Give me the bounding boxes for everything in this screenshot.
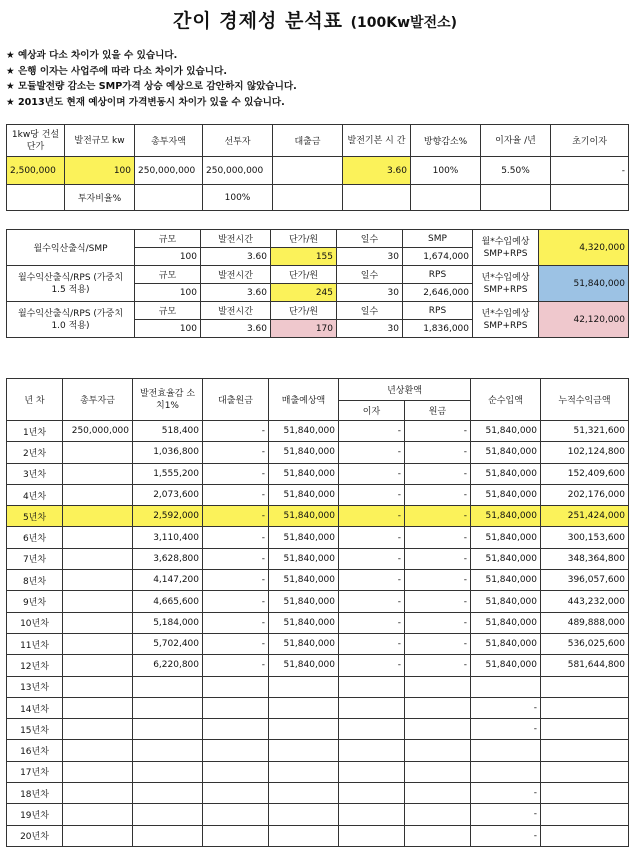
t1-v-unit-cost[interactable]: 2,500,000	[7, 157, 65, 185]
t3-cell-net: 51,840,000	[471, 612, 541, 633]
t3-cell-sales	[269, 783, 339, 804]
t3-cell-sales	[269, 740, 339, 761]
t3-cell-interest: -	[339, 506, 405, 527]
t3-cell-loan: -	[203, 506, 269, 527]
t3-cell-year: 20년차	[7, 825, 63, 846]
t3-cell-loan: -	[203, 570, 269, 591]
t3-cell-invest	[63, 527, 133, 548]
t2-b2-v-rps: 2,646,000	[403, 284, 473, 302]
t3-cell-year: 8년차	[7, 570, 63, 591]
t3-cell-invest	[63, 761, 133, 782]
t3-cell-sales: 51,840,000	[269, 570, 339, 591]
t2-b2-result-label: 년*수입예상 SMP+RPS	[473, 266, 539, 302]
t2-b1-h-smp: SMP	[403, 230, 473, 248]
t3-cell-sales: 51,840,000	[269, 527, 339, 548]
t3-cell-cum	[541, 825, 629, 846]
t3-cell-year: 4년차	[7, 484, 63, 505]
t2-b2-v-days: 30	[337, 284, 403, 302]
t3-cell-sales	[269, 697, 339, 718]
t3-cell-net: 51,840,000	[471, 421, 541, 442]
t3-cell-invest	[63, 825, 133, 846]
t1-empty	[273, 185, 343, 211]
table-row	[7, 527, 629, 548]
t3-cell-cum	[541, 676, 629, 697]
t3-cell-sales: 51,840,000	[269, 633, 339, 654]
note-item: ★ 2013년도 현재 예상이며 가격변동시 차이가 있을 수 있습니다.	[6, 96, 285, 108]
t2-b1-v-days: 30	[337, 248, 403, 266]
t3-cell-interest: -	[339, 633, 405, 654]
t3-cell-principal: -	[405, 463, 471, 484]
t3-cell-eff: 3,110,400	[133, 527, 203, 548]
t3-cell-eff: 5,702,400	[133, 633, 203, 654]
t2-b2-h-rps: RPS	[403, 266, 473, 284]
t3-cell-year: 9년차	[7, 591, 63, 612]
t3-cell-net: -	[471, 783, 541, 804]
t3-cell-net	[471, 740, 541, 761]
t3-cell-eff: 4,147,200	[133, 570, 203, 591]
t3-cell-invest	[63, 676, 133, 697]
t2-b1-h-price: 단가/원	[271, 230, 337, 248]
table-row	[7, 484, 629, 505]
t2-b1-v-price[interactable]: 155	[271, 248, 337, 266]
t3-cell-sales: 51,840,000	[269, 612, 339, 633]
t3-cell-loan: -	[203, 591, 269, 612]
t3-cell-year: 19년차	[7, 804, 63, 825]
table-row	[7, 548, 629, 569]
t2-b3-v-scale: 100	[135, 320, 201, 338]
page-title	[0, 6, 630, 33]
t1-v-initial-interest: -	[551, 157, 629, 185]
t1-h-base-hours: 발전기본 시 간	[343, 125, 411, 157]
t3-cell-cum: 300,153,600	[541, 527, 629, 548]
table-row	[7, 825, 629, 846]
t3-cell-interest: -	[339, 591, 405, 612]
t3-cell-interest: -	[339, 612, 405, 633]
t3-cell-loan	[203, 719, 269, 740]
t3-cell-eff: 518,400	[133, 421, 203, 442]
t3-cell-loan	[203, 825, 269, 846]
t3-cell-year: 3년차	[7, 463, 63, 484]
t3-cell-invest	[63, 655, 133, 676]
t1-v-base-hours[interactable]: 3.60	[343, 157, 411, 185]
t2-b2-result: 51,840,000	[539, 266, 629, 302]
t3-cell-interest	[339, 761, 405, 782]
t3-cell-principal: -	[405, 442, 471, 463]
t2-b3-v-rps: 1,836,000	[403, 320, 473, 338]
t1-v-capacity[interactable]: 100	[65, 157, 135, 185]
t3-cell-year: 11년차	[7, 633, 63, 654]
t1-h-capacity: 발전규모 kw	[65, 125, 135, 157]
t3-cell-year: 15년차	[7, 719, 63, 740]
t1-empty	[551, 185, 629, 211]
t3-cell-sales	[269, 676, 339, 697]
t3-cell-principal	[405, 740, 471, 761]
t3-cell-cum	[541, 804, 629, 825]
t3-cell-year: 6년차	[7, 527, 63, 548]
t1-h-direction: 방향감소%	[411, 125, 481, 157]
t3-cell-interest	[339, 804, 405, 825]
t3-h-year: 년 차	[7, 379, 63, 421]
t3-cell-principal: -	[405, 591, 471, 612]
t3-cell-invest	[63, 570, 133, 591]
t2-b1-h-hours: 발전시간	[201, 230, 271, 248]
t3-cell-cum: 536,025,600	[541, 633, 629, 654]
t3-cell-principal: -	[405, 612, 471, 633]
t3-cell-year: 7년차	[7, 548, 63, 569]
t3-cell-interest	[339, 740, 405, 761]
t3-cell-invest	[63, 506, 133, 527]
table-row	[7, 804, 629, 825]
t1-empty	[411, 185, 481, 211]
table-row	[7, 591, 629, 612]
t3-cell-year: 17년차	[7, 761, 63, 782]
notes-list	[6, 48, 626, 110]
t2-b2-h-hours: 발전시간	[201, 266, 271, 284]
t3-cell-year: 16년차	[7, 740, 63, 761]
table-row	[7, 655, 629, 676]
t1-empty	[343, 185, 411, 211]
t2-b2-header-row	[7, 266, 629, 284]
t1-ratio-row	[7, 185, 629, 211]
table-row	[7, 421, 629, 442]
t2-b3-h-scale: 규모	[135, 302, 201, 320]
t3-cell-eff	[133, 825, 203, 846]
t3-cell-principal: -	[405, 655, 471, 676]
t3-cell-cum: 51,321,600	[541, 421, 629, 442]
t3-cell-eff	[133, 761, 203, 782]
t3-cell-cum	[541, 783, 629, 804]
note-item: ★ 모듈발전량 감소는 SMP가격 상승 예상으로 감안하지 않았습니다.	[6, 81, 297, 92]
t3-cell-cum: 152,409,600	[541, 463, 629, 484]
t3-cell-principal	[405, 804, 471, 825]
t3-cell-principal: -	[405, 548, 471, 569]
t3-cell-sales	[269, 825, 339, 846]
t2-b1-v-hours: 3.60	[201, 248, 271, 266]
t2-b2-h-price: 단가/원	[271, 266, 337, 284]
t2-b1-v-scale: 100	[135, 248, 201, 266]
t3-cell-invest	[63, 591, 133, 612]
table-row	[7, 570, 629, 591]
t1-ratio-value: 100%	[203, 185, 273, 211]
t3-cell-principal	[405, 825, 471, 846]
t3-cell-interest: -	[339, 484, 405, 505]
t2-b1-result-label: 월*수입예상 SMP+RPS	[473, 230, 539, 266]
t2-b1-h-scale: 규모	[135, 230, 201, 248]
t3-cell-loan: -	[203, 463, 269, 484]
t3-cell-principal: -	[405, 506, 471, 527]
t3-cell-principal: -	[405, 484, 471, 505]
t3-cell-invest	[63, 697, 133, 718]
t3-cell-loan	[203, 740, 269, 761]
t1-v-total-invest: 250,000,000	[135, 157, 203, 185]
t3-cell-interest	[339, 825, 405, 846]
t3-cell-net	[471, 676, 541, 697]
t3-cell-loan: -	[203, 633, 269, 654]
t3-cell-principal: -	[405, 527, 471, 548]
t3-cell-interest: -	[339, 570, 405, 591]
t1-v-direction: 100%	[411, 157, 481, 185]
t3-cell-invest	[63, 719, 133, 740]
t3-cell-interest: -	[339, 442, 405, 463]
t3-h-sales: 매출예상액	[269, 379, 339, 421]
t3-cell-loan: -	[203, 655, 269, 676]
t3-cell-cum: 202,176,000	[541, 484, 629, 505]
t1-h-initial-interest: 초기이자	[551, 125, 629, 157]
t3-cell-principal	[405, 697, 471, 718]
t3-cell-interest: -	[339, 655, 405, 676]
t1-h-unit-cost: 1kw당 건설단가	[7, 125, 65, 157]
t3-cell-eff: 1,555,200	[133, 463, 203, 484]
t3-cell-principal: -	[405, 633, 471, 654]
t1-v-rate: 5.50%	[481, 157, 551, 185]
t2-b2-v-hours: 3.60	[201, 284, 271, 302]
t3-cell-principal: -	[405, 570, 471, 591]
t3-cell-eff: 2,073,600	[133, 484, 203, 505]
t3-cell-eff	[133, 676, 203, 697]
t3-cell-eff	[133, 719, 203, 740]
t1-header-row	[7, 125, 629, 157]
t3-cell-interest	[339, 719, 405, 740]
t3-cell-net: 51,840,000	[471, 442, 541, 463]
t3-h-loan: 대출원금	[203, 379, 269, 421]
table-row	[7, 612, 629, 633]
t3-cell-cum	[541, 697, 629, 718]
t3-h-invest: 총투자금	[63, 379, 133, 421]
t3-cell-eff: 6,220,800	[133, 655, 203, 676]
t2-b2-v-scale: 100	[135, 284, 201, 302]
t3-cell-cum: 581,644,800	[541, 655, 629, 676]
t3-cell-net: 51,840,000	[471, 484, 541, 505]
t2-b1-label: 월수익산출식/SMP	[7, 230, 135, 266]
t2-b2-v-price[interactable]: 245	[271, 284, 337, 302]
t1-empty	[7, 185, 65, 211]
t3-cell-year: 18년차	[7, 783, 63, 804]
t3-cell-sales: 51,840,000	[269, 591, 339, 612]
t3-cell-eff	[133, 740, 203, 761]
t1-h-rate: 이자율 /년	[481, 125, 551, 157]
t1-empty	[135, 185, 203, 211]
t3-cell-cum: 102,124,800	[541, 442, 629, 463]
t3-cell-principal: -	[405, 421, 471, 442]
t3-cell-sales: 51,840,000	[269, 548, 339, 569]
t2-b3-h-price: 단가/원	[271, 302, 337, 320]
t3-cell-net: 51,840,000	[471, 633, 541, 654]
t3-cell-invest	[63, 442, 133, 463]
title-sub: (100Kw발전소)	[350, 15, 458, 31]
t3-cell-net	[471, 761, 541, 782]
t3-cell-cum	[541, 740, 629, 761]
t3-cell-principal	[405, 719, 471, 740]
t3-cell-loan: -	[203, 548, 269, 569]
table-row	[7, 506, 629, 527]
t2-b3-h-days: 일수	[337, 302, 403, 320]
t3-cell-net: -	[471, 804, 541, 825]
t3-cell-invest	[63, 612, 133, 633]
t3-cell-net: 51,840,000	[471, 591, 541, 612]
table-row	[7, 633, 629, 654]
t2-b3-v-days: 30	[337, 320, 403, 338]
t2-b3-h-rps: RPS	[403, 302, 473, 320]
t3-cell-cum: 443,232,000	[541, 591, 629, 612]
t2-b3-v-price[interactable]: 170	[271, 320, 337, 338]
t2-b1-header-row	[7, 230, 629, 248]
t3-cell-eff	[133, 783, 203, 804]
t3-cell-year: 13년차	[7, 676, 63, 697]
t3-cell-invest	[63, 783, 133, 804]
t2-b3-result: 42,120,000	[539, 302, 629, 338]
t3-cell-year: 5년차	[7, 506, 63, 527]
t3-cell-year: 10년차	[7, 612, 63, 633]
t3-cell-invest	[63, 804, 133, 825]
t3-cell-interest: -	[339, 527, 405, 548]
t1-empty	[481, 185, 551, 211]
table-row	[7, 442, 629, 463]
t3-cell-sales	[269, 761, 339, 782]
t3-cell-principal	[405, 676, 471, 697]
table-row	[7, 463, 629, 484]
yearly-table	[6, 378, 629, 847]
t3-cell-loan: -	[203, 421, 269, 442]
t3-h-net: 순수입액	[471, 379, 541, 421]
t3-cell-net: 51,840,000	[471, 655, 541, 676]
t3-cell-cum: 348,364,800	[541, 548, 629, 569]
t2-b1-v-smp: 1,674,000	[403, 248, 473, 266]
t3-cell-net: 51,840,000	[471, 570, 541, 591]
t2-b2-h-scale: 규모	[135, 266, 201, 284]
t3-cell-loan	[203, 761, 269, 782]
t2-b3-header-row	[7, 302, 629, 320]
t2-b3-label: 월수익산출식/RPS (가중치 1.0 적용)	[7, 302, 135, 338]
t1-value-row	[7, 157, 629, 185]
t3-cell-loan	[203, 783, 269, 804]
t3-cell-interest: -	[339, 421, 405, 442]
t3-cell-year: 12년차	[7, 655, 63, 676]
note-item: ★ 예상과 다소 차이가 있을 수 있습니다.	[6, 50, 178, 61]
table-row	[7, 676, 629, 697]
t3-cell-interest: -	[339, 548, 405, 569]
t3-cell-interest: -	[339, 463, 405, 484]
t3-cell-net: 51,840,000	[471, 548, 541, 569]
investment-table	[6, 124, 629, 211]
t3-cell-invest	[63, 484, 133, 505]
t3-cell-invest	[63, 740, 133, 761]
t2-b2-label: 월수익산출식/RPS (가중치 1.5 적용)	[7, 266, 135, 302]
t3-cell-loan	[203, 804, 269, 825]
t3-cell-cum: 251,424,000	[541, 506, 629, 527]
t3-cell-eff	[133, 804, 203, 825]
t3-h-repay: 년상환액	[339, 379, 471, 401]
table-row	[7, 783, 629, 804]
t1-h-loan: 대출금	[273, 125, 343, 157]
t3-cell-loan: -	[203, 612, 269, 633]
t3-cell-loan: -	[203, 527, 269, 548]
t1-ratio-label: 투자비율%	[65, 185, 135, 211]
t2-b2-h-days: 일수	[337, 266, 403, 284]
t3-cell-eff: 3,628,800	[133, 548, 203, 569]
t3-h-interest: 이자	[339, 401, 405, 421]
t3-cell-sales: 51,840,000	[269, 463, 339, 484]
t3-cell-eff: 4,665,600	[133, 591, 203, 612]
t3-cell-invest: 250,000,000	[63, 421, 133, 442]
t3-cell-eff	[133, 697, 203, 718]
t3-cell-eff: 1,036,800	[133, 442, 203, 463]
t3-cell-net: -	[471, 825, 541, 846]
t3-h-eff: 발전효율감 소치1%	[133, 379, 203, 421]
t3-cell-net: 51,840,000	[471, 463, 541, 484]
t3-cell-eff: 5,184,000	[133, 612, 203, 633]
t3-cell-loan	[203, 676, 269, 697]
t3-cell-sales	[269, 719, 339, 740]
t3-cell-principal	[405, 761, 471, 782]
t2-b3-v-hours: 3.60	[201, 320, 271, 338]
t3-cell-invest	[63, 633, 133, 654]
t3-h-cum: 누적수익금액	[541, 379, 629, 421]
t3-cell-net: -	[471, 697, 541, 718]
t3-cell-loan	[203, 697, 269, 718]
t3-cell-sales: 51,840,000	[269, 442, 339, 463]
t2-b1-result: 4,320,000	[539, 230, 629, 266]
t3-cell-loan: -	[203, 484, 269, 505]
t1-h-pre-invest: 선투자	[203, 125, 273, 157]
t3-cell-sales: 51,840,000	[269, 655, 339, 676]
t3-cell-sales: 51,840,000	[269, 484, 339, 505]
t1-h-total-invest: 총투자액	[135, 125, 203, 157]
t2-b3-result-label: 년*수입예상 SMP+RPS	[473, 302, 539, 338]
t3-cell-net: 51,840,000	[471, 527, 541, 548]
t3-cell-cum	[541, 719, 629, 740]
t3-cell-net: -	[471, 719, 541, 740]
table-row	[7, 761, 629, 782]
t3-cell-principal	[405, 783, 471, 804]
t1-v-loan	[273, 157, 343, 185]
t3-cell-invest	[63, 548, 133, 569]
t3-cell-eff: 2,592,000	[133, 506, 203, 527]
t3-cell-year: 14년차	[7, 697, 63, 718]
t3-cell-interest	[339, 676, 405, 697]
table-row	[7, 719, 629, 740]
t3-cell-year: 1년차	[7, 421, 63, 442]
t3-cell-interest	[339, 783, 405, 804]
t3-cell-year: 2년차	[7, 442, 63, 463]
t3-cell-cum	[541, 761, 629, 782]
t3-cell-net: 51,840,000	[471, 506, 541, 527]
t3-cell-cum: 489,888,000	[541, 612, 629, 633]
t2-b3-h-hours: 발전시간	[201, 302, 271, 320]
t3-cell-sales: 51,840,000	[269, 421, 339, 442]
t3-cell-sales	[269, 804, 339, 825]
title-main: 간이 경제성 분석표	[172, 10, 344, 32]
table-row	[7, 697, 629, 718]
t3-cell-invest	[63, 463, 133, 484]
t2-b1-h-days: 일수	[337, 230, 403, 248]
t3-header-row-1	[7, 379, 629, 401]
t1-v-pre-invest: 250,000,000	[203, 157, 273, 185]
revenue-table	[6, 229, 629, 338]
t3-cell-cum: 396,057,600	[541, 570, 629, 591]
note-item: ★ 은행 이자는 사업주에 따라 다소 차이가 있습니다.	[6, 65, 227, 77]
t3-cell-loan: -	[203, 442, 269, 463]
t3-cell-interest	[339, 697, 405, 718]
t3-h-principal: 원금	[405, 401, 471, 421]
table-row	[7, 740, 629, 761]
t3-cell-sales: 51,840,000	[269, 506, 339, 527]
